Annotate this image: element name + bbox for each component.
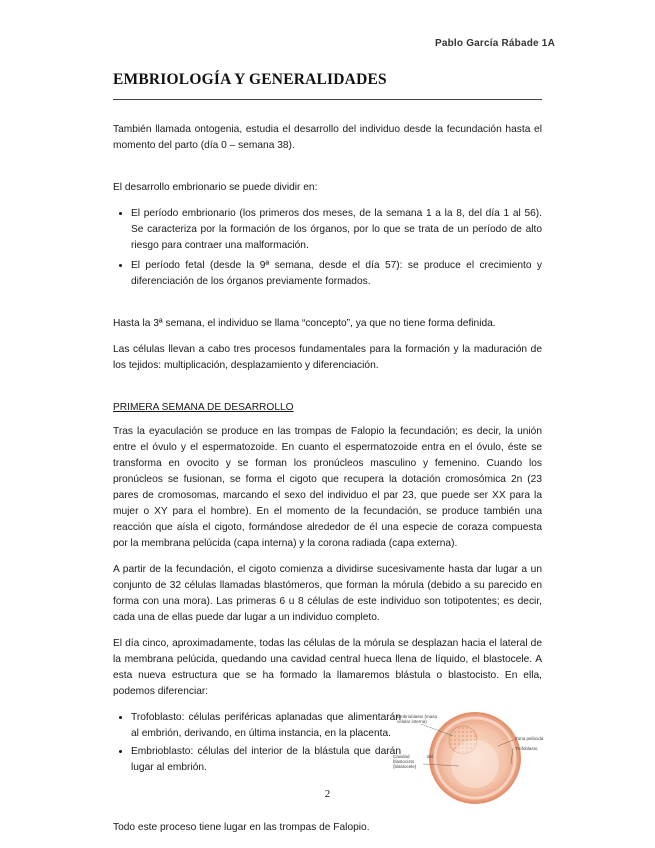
header-author: Pablo García Rábade 1A [434, 38, 555, 49]
figure-label: Cavidad del blastocisto (blastocele) [393, 754, 433, 769]
intro-paragraph-2: El desarrollo embrionario se puede dividir en: [113, 182, 318, 193]
period-list [113, 206, 542, 290]
page-title: EMBRIOLOGÍA Y GENERALIDADES [113, 71, 387, 88]
section-paragraph-4: Todo este proceso tiene lugar en las trompas de Falopio. [113, 822, 370, 833]
intro-paragraph-1: También llamada ontogenia, estudia el desarrollo del individuo desde la fecundación hasta el momento del parto (día 0 – semana 38). [113, 124, 542, 151]
section-paragraph-3: El día cinco, aproximadamente, todas las células de la mórula se desplazan hacia el lateral de la membrana pelúcida, quedando una cavidad central hueca llena de líquido, el blastocele. A esta nueva estructura que se ha formado la llamaremos blástula o blastocisto. En ella, podemos diferenciar: [113, 638, 542, 697]
figure-label: Embrioblasto (masa celular interna) [397, 714, 438, 724]
title-divider [113, 99, 542, 100]
section-paragraph-2: A partir de la fecundación, el cigoto comienza a dividirse sucesivamente hasta dar lugar a un conjunto de 32 células llamadas blastómeros, que forman la mórula (debido a su parecido en forma con una mora). Las primeras 6 u 8 células de este individuo son totipotentes; es decir, cada una de ellas puede dar lugar a un individuo completo. [113, 564, 542, 623]
intro-paragraph-4: Las células llevan a cabo tres procesos fundamentales para la formación y la maduración de los tejidos: multiplicación, desplazamiento y diferenciación. [113, 344, 542, 371]
figure-label: Zona pelúcida [515, 736, 544, 741]
document-body [113, 122, 542, 846]
page-number: 2 [324, 788, 331, 800]
intro-paragraph-3: Hasta la 3ª semana, el individuo se llama “concepto”, ya que no tiene forma definida. [113, 318, 496, 329]
list-item: • El período fetal (desde la 9ª semana, desde el día 57): se produce el crecimiento y diferenciación de los órganos previamente formados. [131, 258, 542, 290]
list-item: • Embrioblasto: células del interior de la blástula que darán lugar al embrión. [131, 744, 401, 776]
list-item: • Trofoblasto: células periféricas aplanadas que alimentarán al embrión, derivando, en última instancia, en la placenta. [131, 710, 401, 742]
figure-label: Trofoblasto [515, 746, 538, 751]
section-heading: PRIMERA SEMANA DE DESARROLLO [113, 402, 294, 413]
list-item: • El período embrionario (los primeros dos meses, de la semana 1 a la 8, del día 1 al 56). Se caracteriza por la formación de los órganos, por lo que se trata de un período de alto riesgo para contraer una malformación. [131, 206, 542, 254]
blastocyst-parts-list [113, 710, 401, 778]
section-paragraph-1: Tras la eyaculación se produce en las trompas de Falopio la fecundación; es decir, la unión entre el óvulo y el espermatozoide. En cuanto el espermatozoide entra en el óvulo, éste se transforma en ovocito y se forman los pronúcleos masculino y femenino. Cuando los pronúcleos se fusionan, se forma el cigoto que recupera la dotación cromosómica 2n (23 pares de cromosomas, marcando el sexo del individuo el par 23, que puede ser XX para la mujer o XY para el hombre). En el momento de la fecundación, se produce también una reacción que aísla el cigoto, formándose alrededor de él una especie de coraza compuesta por la membrana pelúcida (capa interna) y la corona radiada (capa externa). [113, 426, 542, 549]
